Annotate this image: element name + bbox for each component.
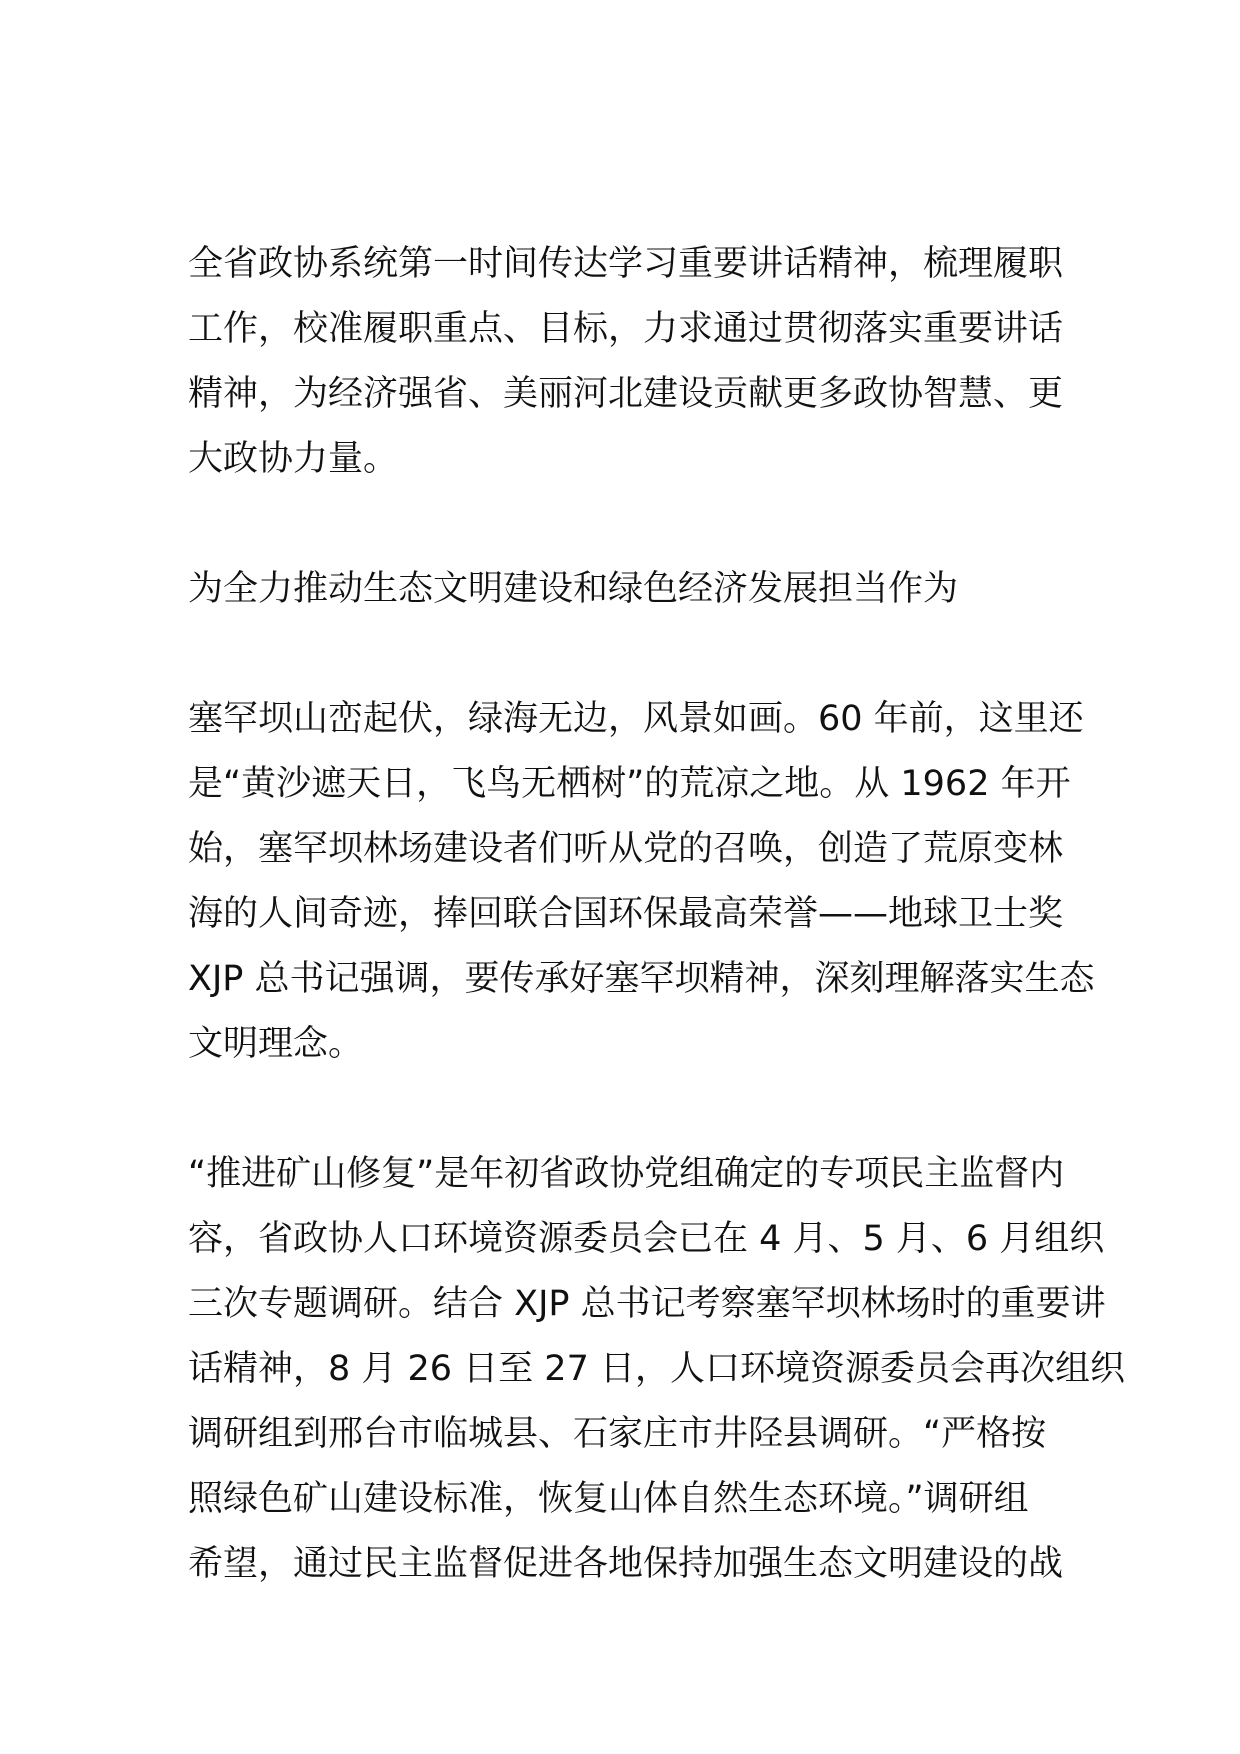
section-heading (188, 557, 1058, 622)
text-line: XJP 总书记强调，要传承好塞罕坝精神，深刻理解落实生态 (188, 959, 1095, 999)
text-line: 文明理念。 (188, 1024, 364, 1064)
text-line: 海的人间奇迹，捧回联合国环保最高荣誉——地球卫士奖 (188, 894, 1064, 934)
text-line: 始，塞罕坝林场建设者们听从党的召唤，创造了荒原变林 (188, 829, 1064, 869)
document-body (188, 232, 1125, 1597)
text-line: 照绿色矿山建设标准，恢复山体自然生态环境。”调研组 (188, 1479, 1029, 1519)
text-line: “推进矿山修复”是年初省政协党组确定的专项民主监督内 (188, 1154, 1065, 1194)
text-line: 精神，为经济强省、美丽河北建设贡献更多政协智慧、更 (188, 374, 1064, 414)
text-line: 塞罕坝山峦起伏，绿海无边，风景如画。60 年前，这里还 (188, 699, 1084, 739)
text-line: 大政协力量。 (188, 439, 399, 479)
text-line: 三次专题调研。结合 XJP 总书记考察塞罕坝林场时的重要讲 (188, 1284, 1106, 1324)
text-line: 工作，校准履职重点、目标，力求通过贯彻落实重要讲话 (188, 309, 1064, 349)
paragraph-spacer (188, 1077, 1058, 1142)
paragraph-spacer (188, 622, 1058, 687)
text-line: 容，省政协人口环境资源委员会已在 4 月、5 月、6 月组织 (188, 1219, 1105, 1259)
paragraph-1 (188, 232, 1064, 492)
paragraph-spacer (188, 492, 1058, 557)
text-line: 全省政协系统第一时间传达学习重要讲话精神，梳理履职 (188, 244, 1064, 284)
text-line: 调研组到邢台市临城县、石家庄市井陉县调研。“严格按 (188, 1414, 1047, 1454)
paragraph-2 (188, 687, 1095, 1077)
text-line: 话精神，8 月 26 日至 27 日，人口环境资源委员会再次组织 (188, 1349, 1125, 1389)
text-line: 希望，通过民主监督促进各地保持加强生态文明建设的战 (188, 1544, 1064, 1584)
paragraph-3 (188, 1142, 1125, 1597)
text-line: 为全力推动生态文明建设和绿色经济发展担当作为 (188, 569, 959, 609)
text-line: 是“黄沙遮天日，飞鸟无栖树”的荒凉之地。从 1962 年开 (188, 764, 1071, 804)
